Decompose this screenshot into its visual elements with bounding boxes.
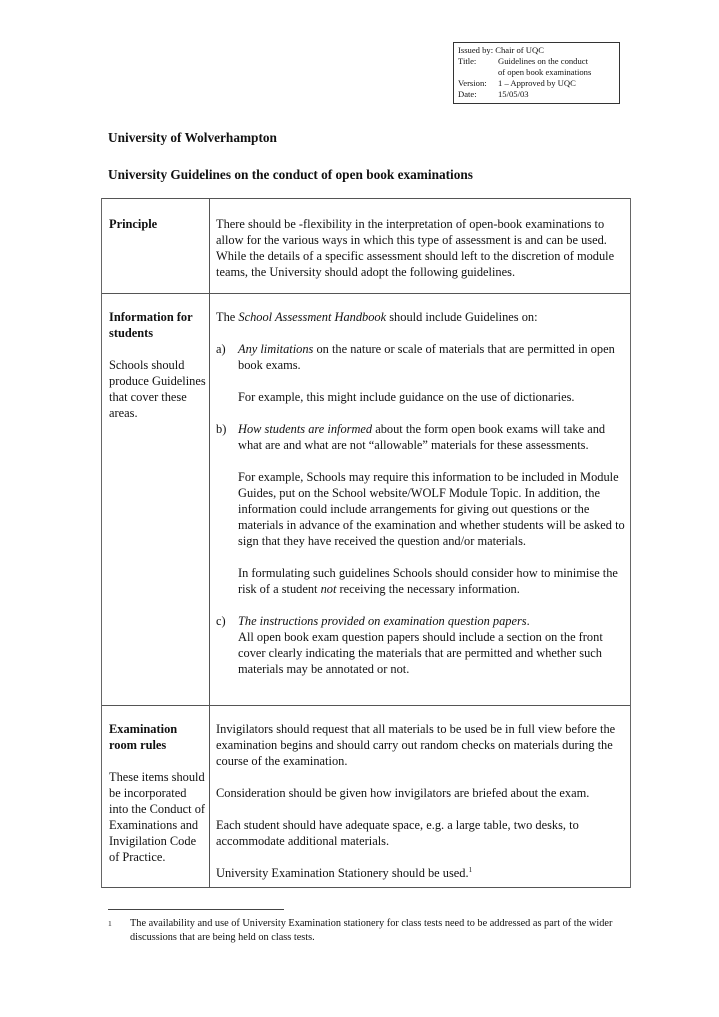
title-value-1: Guidelines on the conduct	[498, 56, 588, 66]
table-row-exam-room	[102, 705, 630, 888]
information-intro: The School Assessment Handbook should include Guidelines on:	[216, 310, 538, 324]
footnote-text: The availability and use of University Examination stationery for class tests need to be addressed as part of the wider discussions that are being held on class tests.	[130, 918, 613, 943]
footnote-divider	[108, 909, 284, 910]
exam-room-p4: University Examination Stationery should be used.$^1$	[216, 865, 473, 880]
exam-room-p1: Invigilators should request that all materials to be used be in full view before the examination begins and should carry out random checks on materials during the course of the examination.	[216, 722, 616, 768]
date-value: 15/05/03	[498, 89, 529, 99]
principle-text: There should be -flexibility in the interpretation of open-book examinations to allow for the various ways in which this type of assessment is and can be used. While the details of a specific assessment should left to the discretion of module teams, the University should adopt the following guidelines.	[216, 217, 615, 279]
table-row-principle	[102, 198, 630, 293]
item-b-consider: In formulating such guidelines Schools should consider how to minimise the risk of a student not receiving the necessary information.	[238, 566, 618, 596]
exam-room-sub: These items should be incorporated into the Conduct of Examinations and Invigilation Code of Practice.	[109, 770, 206, 864]
list-item-a: a) Any limitations on the nature or scale of materials that are permitted in open book exams.	[216, 342, 615, 372]
information-sub: Schools should produce Guidelines that cover these areas.	[109, 358, 206, 420]
item-b-example: For example, Schools may require this information to be included in Module Guides, put on the School website/WOLF Module Topic. In addition, the information could include arrangements for giving out questions or the materials in advance of the examination and whether students will be asked to sign that they have received the question and/or materials.	[238, 470, 625, 548]
information-label: Information for students	[109, 310, 193, 340]
footnote-reference: 1	[468, 865, 473, 874]
footnote-number: 1	[108, 919, 112, 928]
document-control-box	[453, 42, 620, 104]
title-value-2: of open book examinations	[498, 67, 592, 77]
principle-label: Principle	[109, 217, 158, 231]
document-title: University Guidelines on the conduct of open book examinations	[108, 167, 473, 182]
issued-by: Issued by: Chair of UQC	[458, 45, 544, 55]
footnote	[108, 917, 628, 945]
list-item-c: c) The instructions provided on examination question papers. All open book exam question papers should include a section on the front cover clearly indicating the materials that are permitted and whether such materials may be annotated or not.	[216, 614, 603, 676]
date-key: Date:	[458, 89, 477, 99]
exam-room-label: Examination room rules	[109, 722, 178, 752]
list-item-b: b) How students are informed about the form open book exams will take and what are and what are not “allowable” materials for these assessments.	[216, 422, 606, 452]
version-key: Version:	[458, 78, 487, 88]
version-value: 1 – Approved by UQC	[498, 78, 576, 88]
table-row-information	[102, 293, 630, 705]
title-key: Title:	[458, 56, 477, 66]
university-name: University of Wolverhampton	[108, 130, 277, 145]
item-a-example: For example, this might include guidance on the use of dictionaries.	[238, 390, 575, 404]
exam-room-p3: Each student should have adequate space, e.g. a large table, two desks, to accommodate additional materials.	[216, 818, 579, 848]
guidelines-table	[101, 198, 631, 888]
exam-room-p2: Consideration should be given how invigilators are briefed about the exam.	[216, 786, 590, 800]
